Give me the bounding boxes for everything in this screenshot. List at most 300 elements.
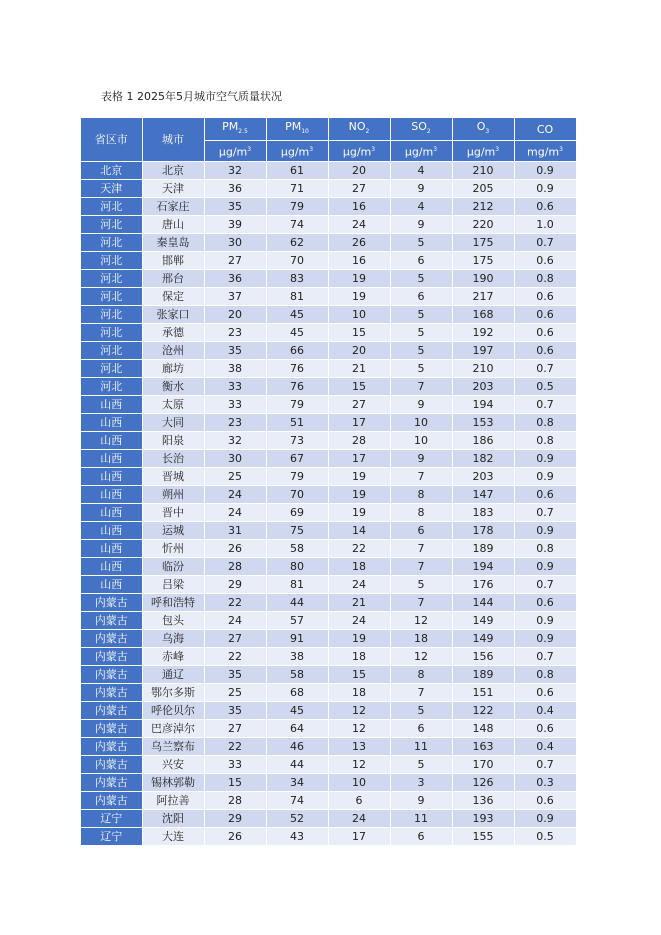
cell-pm10: 44	[266, 593, 328, 611]
cell-pm10: 70	[266, 485, 328, 503]
cell-o3: 151	[452, 683, 514, 701]
cell-province: 河北	[81, 377, 142, 395]
cell-o3: 220	[452, 215, 514, 233]
cell-province: 内蒙古	[81, 701, 142, 719]
table-row	[81, 557, 576, 575]
column-header-no2	[328, 118, 390, 141]
cell-co: 0.6	[514, 791, 576, 809]
table-row	[81, 395, 576, 413]
cell-city: 唐山	[142, 215, 204, 233]
table-row	[81, 665, 576, 683]
cell-province: 河北	[81, 215, 142, 233]
cell-no2: 26	[328, 233, 390, 251]
cell-pm25: 32	[204, 431, 266, 449]
cell-pm25: 35	[204, 341, 266, 359]
cell-o3: 149	[452, 611, 514, 629]
cell-co: 0.5	[514, 827, 576, 845]
table-header	[81, 118, 576, 161]
cell-co: 0.8	[514, 269, 576, 287]
cell-pm10: 67	[266, 449, 328, 467]
cell-co: 0.9	[514, 161, 576, 179]
cell-no2: 15	[328, 377, 390, 395]
table-row	[81, 161, 576, 179]
cell-pm25: 24	[204, 485, 266, 503]
cell-pm10: 74	[266, 215, 328, 233]
cell-pm10: 66	[266, 341, 328, 359]
cell-pm25: 35	[204, 665, 266, 683]
cell-pm25: 35	[204, 701, 266, 719]
cell-no2: 27	[328, 179, 390, 197]
unit-pm10-text: μg/m	[280, 145, 310, 159]
column-header-co	[514, 118, 576, 141]
table-caption: 表格 1 2025年5月城市空气质量状况	[101, 90, 282, 103]
cell-province: 山西	[81, 575, 142, 593]
cell-pm10: 44	[266, 755, 328, 773]
table-row	[81, 431, 576, 449]
cell-pm10: 45	[266, 305, 328, 323]
table-row	[81, 827, 576, 845]
cell-so2: 4	[390, 197, 452, 215]
cell-pm25: 33	[204, 395, 266, 413]
cell-so2: 9	[390, 449, 452, 467]
cell-pm10: 91	[266, 629, 328, 647]
cell-pm25: 22	[204, 647, 266, 665]
cell-pm25: 37	[204, 287, 266, 305]
cell-so2: 8	[390, 665, 452, 683]
cell-province: 山西	[81, 449, 142, 467]
cell-o3: 203	[452, 467, 514, 485]
cell-so2: 12	[390, 647, 452, 665]
cell-no2: 13	[328, 737, 390, 755]
cell-co: 0.8	[514, 413, 576, 431]
cell-pm10: 45	[266, 323, 328, 341]
cell-province: 山西	[81, 467, 142, 485]
cell-co: 0.4	[514, 701, 576, 719]
cell-so2: 5	[390, 269, 452, 287]
unit-so2-text: μg/m	[404, 145, 434, 159]
cell-no2: 24	[328, 611, 390, 629]
air-quality-table	[81, 118, 577, 846]
cell-pm25: 31	[204, 521, 266, 539]
cell-no2: 19	[328, 467, 390, 485]
cell-pm25: 39	[204, 215, 266, 233]
cell-pm25: 32	[204, 161, 266, 179]
cell-co: 0.9	[514, 557, 576, 575]
cell-city: 邯郸	[142, 251, 204, 269]
cell-so2: 6	[390, 827, 452, 845]
cell-province: 河北	[81, 341, 142, 359]
cell-city: 兴安	[142, 755, 204, 773]
cell-co: 0.7	[514, 647, 576, 665]
cell-co: 0.4	[514, 737, 576, 755]
cell-no2: 14	[328, 521, 390, 539]
cell-city: 天津	[142, 179, 204, 197]
cell-pm25: 25	[204, 467, 266, 485]
cell-o3: 122	[452, 701, 514, 719]
table-row	[81, 755, 576, 773]
cell-o3: 183	[452, 503, 514, 521]
cell-province: 内蒙古	[81, 665, 142, 683]
cell-pm25: 33	[204, 755, 266, 773]
cell-co: 0.9	[514, 611, 576, 629]
unit-co-sup: 3	[559, 146, 563, 154]
cell-pm10: 79	[266, 197, 328, 215]
table-row	[81, 197, 576, 215]
cell-o3: 176	[452, 575, 514, 593]
cell-pm25: 20	[204, 305, 266, 323]
cell-o3: 189	[452, 665, 514, 683]
cell-no2: 24	[328, 215, 390, 233]
cell-no2: 10	[328, 773, 390, 791]
unit-so2-sup: 3	[433, 146, 438, 154]
cell-so2: 5	[390, 341, 452, 359]
cell-no2: 17	[328, 827, 390, 845]
cell-province: 山西	[81, 503, 142, 521]
cell-city: 鄂尔多斯	[142, 683, 204, 701]
cell-co: 0.6	[514, 719, 576, 737]
cell-pm10: 62	[266, 233, 328, 251]
cell-co: 0.6	[514, 485, 576, 503]
cell-pm25: 36	[204, 179, 266, 197]
cell-co: 1.0	[514, 215, 576, 233]
o3-label: O	[476, 120, 486, 133]
cell-no2: 28	[328, 431, 390, 449]
cell-no2: 18	[328, 647, 390, 665]
cell-pm25: 28	[204, 557, 266, 575]
cell-co: 0.8	[514, 665, 576, 683]
cell-no2: 12	[328, 755, 390, 773]
cell-so2: 10	[390, 413, 452, 431]
cell-province: 山西	[81, 431, 142, 449]
cell-no2: 20	[328, 161, 390, 179]
cell-pm10: 58	[266, 539, 328, 557]
cell-city: 晋城	[142, 467, 204, 485]
cell-so2: 6	[390, 287, 452, 305]
cell-pm10: 70	[266, 251, 328, 269]
unit-pm10-sup: 3	[309, 146, 314, 154]
unit-o3-sup: 3	[495, 146, 500, 154]
cell-province: 内蒙古	[81, 719, 142, 737]
column-header-pm10	[266, 118, 328, 141]
cell-so2: 5	[390, 575, 452, 593]
cell-province: 内蒙古	[81, 629, 142, 647]
cell-o3: 190	[452, 269, 514, 287]
cell-o3: 193	[452, 809, 514, 827]
cell-so2: 7	[390, 683, 452, 701]
pm10-subscript: 10	[301, 128, 309, 136]
cell-so2: 7	[390, 467, 452, 485]
table-row	[81, 413, 576, 431]
cell-co: 0.3	[514, 773, 576, 791]
table-row	[81, 233, 576, 251]
cell-no2: 18	[328, 557, 390, 575]
cell-so2: 11	[390, 809, 452, 827]
cell-pm25: 22	[204, 593, 266, 611]
table-row	[81, 269, 576, 287]
cell-o3: 210	[452, 359, 514, 377]
cell-so2: 5	[390, 305, 452, 323]
table-row	[81, 485, 576, 503]
cell-so2: 3	[390, 773, 452, 791]
cell-province: 内蒙古	[81, 647, 142, 665]
cell-co: 0.9	[514, 521, 576, 539]
cell-pm10: 68	[266, 683, 328, 701]
cell-province: 内蒙古	[81, 593, 142, 611]
so2-subscript: 2	[426, 128, 431, 136]
cell-so2: 9	[390, 395, 452, 413]
cell-province: 山西	[81, 395, 142, 413]
cell-province: 内蒙古	[81, 755, 142, 773]
cell-pm25: 27	[204, 629, 266, 647]
cell-city: 运城	[142, 521, 204, 539]
cell-city: 秦皇岛	[142, 233, 204, 251]
table-row	[81, 449, 576, 467]
cell-pm25: 25	[204, 683, 266, 701]
cell-pm25: 38	[204, 359, 266, 377]
cell-so2: 5	[390, 233, 452, 251]
cell-so2: 7	[390, 539, 452, 557]
table-row	[81, 341, 576, 359]
table-row	[81, 629, 576, 647]
cell-so2: 5	[390, 701, 452, 719]
cell-no2: 18	[328, 683, 390, 701]
table-row	[81, 773, 576, 791]
cell-so2: 7	[390, 557, 452, 575]
cell-co: 0.8	[514, 431, 576, 449]
cell-province: 辽宁	[81, 809, 142, 827]
cell-pm10: 81	[266, 575, 328, 593]
cell-province: 内蒙古	[81, 773, 142, 791]
cell-co: 0.6	[514, 683, 576, 701]
cell-so2: 8	[390, 503, 452, 521]
cell-pm25: 35	[204, 197, 266, 215]
cell-so2: 7	[390, 593, 452, 611]
cell-o3: 205	[452, 179, 514, 197]
cell-so2: 5	[390, 359, 452, 377]
cell-pm10: 76	[266, 359, 328, 377]
unit-no2	[328, 141, 390, 162]
co-label: CO	[536, 122, 554, 136]
cell-city: 阿拉善	[142, 791, 204, 809]
cell-o3: 217	[452, 287, 514, 305]
cell-province: 河北	[81, 359, 142, 377]
table-row	[81, 701, 576, 719]
cell-pm25: 30	[204, 449, 266, 467]
cell-o3: 210	[452, 161, 514, 179]
cell-city: 通辽	[142, 665, 204, 683]
cell-pm10: 79	[266, 467, 328, 485]
cell-no2: 17	[328, 449, 390, 467]
table-row	[81, 683, 576, 701]
cell-province: 山西	[81, 485, 142, 503]
so2-label: SO	[411, 120, 427, 133]
cell-city: 赤峰	[142, 647, 204, 665]
cell-pm10: 71	[266, 179, 328, 197]
cell-city: 石家庄	[142, 197, 204, 215]
cell-city: 朔州	[142, 485, 204, 503]
cell-o3: 136	[452, 791, 514, 809]
cell-pm10: 73	[266, 431, 328, 449]
cell-co: 0.6	[514, 323, 576, 341]
cell-city: 衡水	[142, 377, 204, 395]
cell-pm10: 57	[266, 611, 328, 629]
cell-pm25: 27	[204, 251, 266, 269]
cell-pm10: 52	[266, 809, 328, 827]
table-row	[81, 575, 576, 593]
table-row	[81, 251, 576, 269]
cell-pm10: 81	[266, 287, 328, 305]
header-row-pollutants	[81, 118, 576, 141]
cell-o3: 194	[452, 395, 514, 413]
cell-co: 0.6	[514, 197, 576, 215]
cell-city: 巴彦淖尔	[142, 719, 204, 737]
unit-co	[514, 141, 576, 162]
cell-province: 河北	[81, 233, 142, 251]
cell-o3: 149	[452, 629, 514, 647]
cell-co: 0.5	[514, 377, 576, 395]
cell-co: 0.6	[514, 251, 576, 269]
no2-label: NO	[348, 120, 366, 133]
cell-no2: 19	[328, 503, 390, 521]
unit-o3-text: μg/m	[466, 145, 496, 159]
cell-o3: 126	[452, 773, 514, 791]
cell-city: 保定	[142, 287, 204, 305]
table-row	[81, 287, 576, 305]
column-header-so2	[390, 118, 452, 141]
cell-co: 0.7	[514, 575, 576, 593]
column-header-city: 城市	[142, 118, 204, 161]
cell-city: 承德	[142, 323, 204, 341]
cell-pm10: 76	[266, 377, 328, 395]
table-row	[81, 305, 576, 323]
cell-co: 0.6	[514, 593, 576, 611]
cell-co: 0.9	[514, 179, 576, 197]
cell-o3: 186	[452, 431, 514, 449]
table-row	[81, 719, 576, 737]
cell-so2: 5	[390, 755, 452, 773]
cell-province: 内蒙古	[81, 683, 142, 701]
unit-pm10	[266, 141, 328, 162]
cell-city: 吕梁	[142, 575, 204, 593]
cell-city: 晋中	[142, 503, 204, 521]
cell-so2: 9	[390, 791, 452, 809]
cell-pm25: 26	[204, 827, 266, 845]
cell-so2: 8	[390, 485, 452, 503]
table-row	[81, 467, 576, 485]
cell-pm25: 23	[204, 413, 266, 431]
cell-province: 河北	[81, 287, 142, 305]
cell-o3: 175	[452, 233, 514, 251]
table-row	[81, 359, 576, 377]
cell-pm10: 45	[266, 701, 328, 719]
cell-pm10: 51	[266, 413, 328, 431]
cell-co: 0.7	[514, 395, 576, 413]
cell-city: 包头	[142, 611, 204, 629]
cell-co: 0.6	[514, 287, 576, 305]
table-row	[81, 737, 576, 755]
unit-pm25-text: μg/m	[218, 145, 248, 159]
cell-o3: 178	[452, 521, 514, 539]
cell-pm25: 24	[204, 611, 266, 629]
cell-o3: 153	[452, 413, 514, 431]
no2-subscript: 2	[365, 128, 370, 136]
unit-so2	[390, 141, 452, 162]
cell-no2: 24	[328, 809, 390, 827]
cell-city: 北京	[142, 161, 204, 179]
cell-pm10: 64	[266, 719, 328, 737]
cell-co: 0.8	[514, 539, 576, 557]
cell-city: 临汾	[142, 557, 204, 575]
table-row	[81, 593, 576, 611]
cell-city: 大连	[142, 827, 204, 845]
cell-pm10: 61	[266, 161, 328, 179]
table-row	[81, 521, 576, 539]
cell-pm25: 22	[204, 737, 266, 755]
cell-so2: 7	[390, 377, 452, 395]
cell-pm25: 33	[204, 377, 266, 395]
cell-o3: 212	[452, 197, 514, 215]
cell-o3: 197	[452, 341, 514, 359]
cell-no2: 22	[328, 539, 390, 557]
cell-city: 长治	[142, 449, 204, 467]
cell-o3: 194	[452, 557, 514, 575]
cell-province: 天津	[81, 179, 142, 197]
cell-co: 0.7	[514, 503, 576, 521]
cell-o3: 156	[452, 647, 514, 665]
cell-pm10: 38	[266, 647, 328, 665]
cell-province: 河北	[81, 269, 142, 287]
column-header-pm25	[204, 118, 266, 141]
cell-city: 太原	[142, 395, 204, 413]
o3-subscript: 3	[485, 128, 490, 136]
cell-so2: 6	[390, 521, 452, 539]
cell-no2: 16	[328, 197, 390, 215]
cell-city: 乌海	[142, 629, 204, 647]
cell-province: 山西	[81, 521, 142, 539]
cell-co: 0.7	[514, 233, 576, 251]
table-row	[81, 377, 576, 395]
cell-o3: 203	[452, 377, 514, 395]
unit-no2-sup: 3	[371, 146, 376, 154]
cell-no2: 15	[328, 665, 390, 683]
cell-no2: 19	[328, 485, 390, 503]
table-row	[81, 215, 576, 233]
cell-co: 0.7	[514, 755, 576, 773]
cell-so2: 18	[390, 629, 452, 647]
cell-so2: 9	[390, 179, 452, 197]
table-body	[81, 161, 576, 845]
cell-no2: 21	[328, 359, 390, 377]
cell-so2: 10	[390, 431, 452, 449]
cell-co: 0.7	[514, 359, 576, 377]
cell-no2: 19	[328, 629, 390, 647]
cell-pm10: 58	[266, 665, 328, 683]
cell-pm10: 43	[266, 827, 328, 845]
table-row	[81, 323, 576, 341]
cell-co: 0.9	[514, 467, 576, 485]
cell-so2: 11	[390, 737, 452, 755]
table-row	[81, 809, 576, 827]
table-row	[81, 539, 576, 557]
cell-pm25: 26	[204, 539, 266, 557]
table-row	[81, 179, 576, 197]
cell-pm10: 79	[266, 395, 328, 413]
cell-city: 廊坊	[142, 359, 204, 377]
cell-province: 山西	[81, 539, 142, 557]
table-row	[81, 611, 576, 629]
table-row	[81, 791, 576, 809]
cell-city: 沈阳	[142, 809, 204, 827]
